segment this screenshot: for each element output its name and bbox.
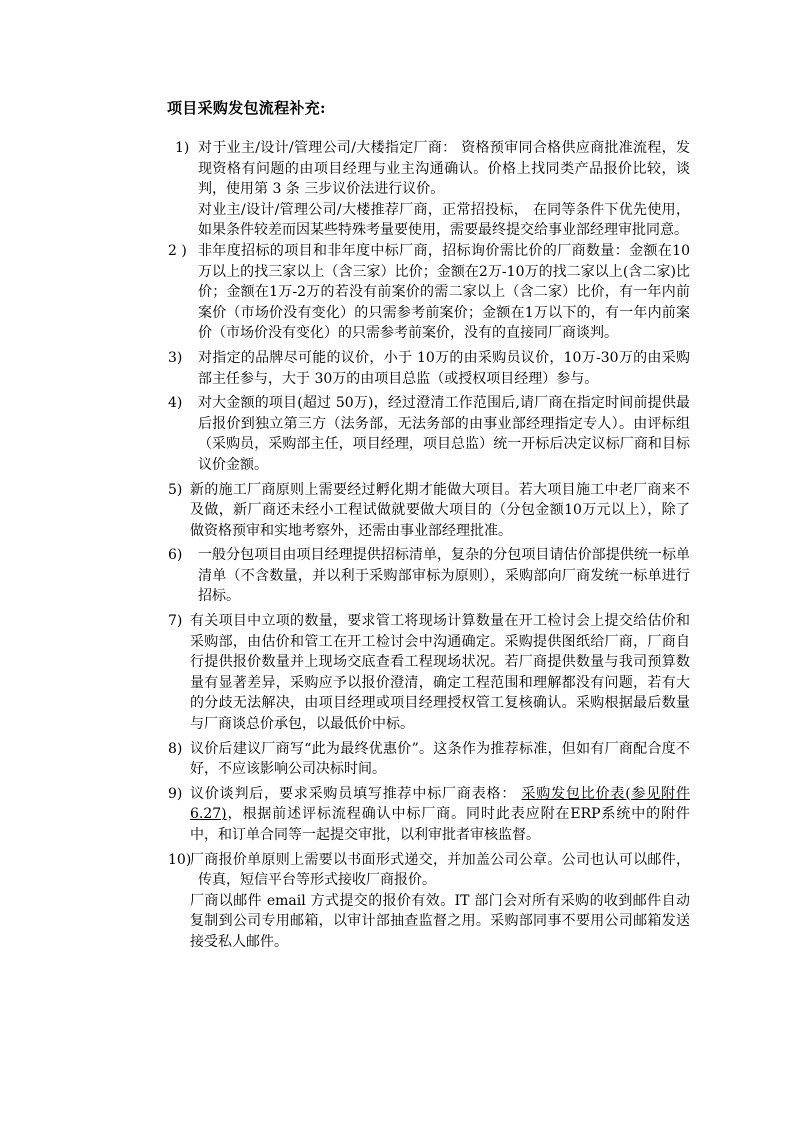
- list-item: [0, 611, 793, 735]
- item-paragraph: 议价后建议厂商写“此为最终优惠价”。这条作为推荐标准，但如有厂商配合度不好，不应该影响公司决标时间。: [190, 740, 690, 778]
- item-number: 10): [168, 851, 192, 868]
- item-paragraph: [190, 784, 690, 846]
- item-number: 9): [168, 785, 183, 802]
- item-number: 7): [168, 613, 183, 630]
- item-number: 3): [168, 349, 183, 366]
- list-item: [0, 739, 793, 780]
- item-paragraph: 新的施工厂商原则上需要经过孵化期才能做大项目。若大项目施工中老厂商来不及做，新厂商还未经小工程试做就要做大项目的（分包金额10万元以上），除了做资格预审和实地考察外，还需由事业部经理批准。: [190, 481, 690, 539]
- item-paragraph: 厂商以邮件 email 方式提交的报价有效。IT 部门会对所有采购的收到邮件自动复制到公司专用邮箱，以审计部抽查监督之用。采购部同事不要用公司邮箱发送接受私人邮件。: [190, 892, 690, 950]
- item-number: 8): [168, 740, 183, 757]
- item-number: 6): [168, 547, 183, 564]
- list-item: [0, 393, 793, 475]
- list-item: [0, 784, 793, 846]
- page-title: 项目采购发包流程补充:: [167, 99, 326, 117]
- item-text: 议价谈判后，要求采购员填写推荐中标厂商表格：: [190, 785, 522, 802]
- item-text: ，根据前述评标流程确认中标厂商。同时此表应附在ERP系统中的附件中，和订单合同等一起提交审批，以利审批者审核监督。: [190, 806, 690, 843]
- item-paragraph: 对于业主/设计/管理公司/大楼指定厂商： 资格预审同合格供应商批准流程，发现资格有问题的由项目经理与业主沟通确认。价格上找同类产品报价比较，谈判，使用第 3 条 三步议价法进行议价。: [198, 140, 690, 198]
- item-number: 2 ): [168, 242, 187, 259]
- item-list: [0, 138, 793, 953]
- list-item: [0, 850, 793, 953]
- price-comparison-form-link[interactable]: 采购发包比价表(参见附件 6.27): [190, 785, 690, 823]
- item-paragraph: 对指定的品牌尽可能的议价，小于 10万的由采购员议价，10万-30万的由采购部主任参与，大于 30万的由项目总监（或授权项目经理）参与。: [198, 349, 690, 387]
- item-paragraph: 非年度招标的项目和非年度中标厂商，招标询价需比价的厂商数量：金额在10万以上的找三家以上（含三家）比价；金额在2万-10万的找二家以上(含二家)比价；金额在1万-2万的若没有前案价的需二家以上（含二家）比价，有一年内前案价（市场价没有变化）的只需参考前案价；金额在1万以下的，有一年内前案价（市场价没有变化）的只需参考前案价，没有的直接同厂商谈判。: [198, 242, 690, 342]
- list-item: [0, 480, 793, 542]
- item-paragraph: 一般分包项目由项目经理提供招标清单，复杂的分包项目请估价部提供统一标单清单（不含数量，并以利于采购部审标为原则），采购部向厂商发统一标单进行招标。: [198, 547, 690, 605]
- list-item: [0, 545, 793, 607]
- list-item: [0, 348, 793, 389]
- item-paragraph: 对大金额的项目(超过 50万)，经过澄清工作范围后,请厂商在指定时间前提供最后报价到独立第三方（法务部，无法务部的由事业部经理指定专人）。由评标组（采购员，采购部主任，项目经理，项目总监）统一开标后决定议标厂商和目标议价金额。: [198, 395, 690, 473]
- list-item: [0, 138, 793, 241]
- item-paragraph: 厂商报价单原则上需要以书面形式递交，并加盖公司公章。公司也认可以邮件，传真，短信平台等形式接收厂商报价。: [190, 851, 690, 889]
- item-number: 1): [175, 140, 190, 156]
- list-item: [0, 241, 793, 344]
- item-number: 5): [168, 481, 183, 498]
- item-number: 4): [168, 395, 183, 412]
- item-paragraph: 对业主/设计/管理公司/大楼推荐厂商，正常招投标， 在同等条件下优先使用，如果条件较差而因某些特殊考量要使用，需要最终提交给事业部经理审批同意。: [198, 201, 690, 239]
- item-paragraph: 有关项目中立项的数量，要求管工将现场计算数量在开工检讨会上提交给估价和采购部，由估价和管工在开工检讨会中沟通确定。采购提供图纸给厂商，厂商自行提供报价数量并上现场交底查看工程现场状况。若厂商提供数量与我司预算数量有显著差异，采购应予以报价澄清，确定工程范围和理解都没有问题，若有大的分歧无法解决，由项目经理或项目经理授权管工复核确认。采购根据最后数量与厂商谈总价承包，以最低价中标。: [190, 613, 690, 733]
